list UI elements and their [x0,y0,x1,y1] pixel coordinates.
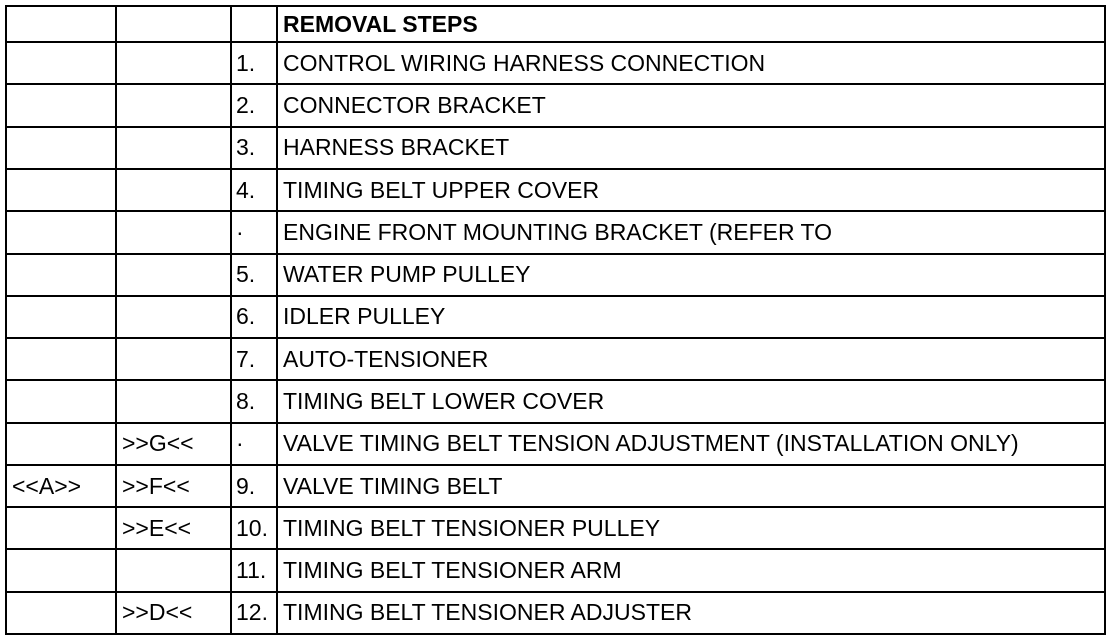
step-number-cell: 5. [231,254,277,296]
step-number-cell: 3. [231,127,277,169]
installation-code-cell [116,380,231,422]
table-header-row [6,6,1105,42]
step-description-cell: VALVE TIMING BELT [277,465,1105,507]
table-row [6,127,1105,169]
step-description-cell: TIMING BELT TENSIONER ARM [277,549,1105,591]
table-row [6,549,1105,591]
installation-code-cell [116,84,231,126]
header-cell-2 [116,6,231,42]
step-number-cell: · [231,423,277,465]
installation-code-cell [116,169,231,211]
step-description-cell: TIMING BELT UPPER COVER [277,169,1105,211]
header-cell-3 [231,6,277,42]
table-row [6,169,1105,211]
step-description-cell: TIMING BELT TENSIONER PULLEY [277,507,1105,549]
step-description-cell: WATER PUMP PULLEY [277,254,1105,296]
step-description-cell: TIMING BELT TENSIONER ADJUSTER [277,592,1105,634]
reference-code-cell [6,169,116,211]
step-number-cell: 2. [231,84,277,126]
table-body [6,6,1105,634]
step-number-cell: 4. [231,169,277,211]
table-row [6,380,1105,422]
step-number-cell: 6. [231,296,277,338]
table-row [6,465,1105,507]
table-row [6,592,1105,634]
reference-code-cell [6,338,116,380]
step-number-cell: · [231,211,277,253]
step-description-cell: CONNECTOR BRACKET [277,84,1105,126]
table-row [6,296,1105,338]
reference-code-cell [6,254,116,296]
installation-code-cell: >>E<< [116,507,231,549]
reference-code-cell [6,423,116,465]
installation-code-cell [116,254,231,296]
table-row [6,338,1105,380]
reference-code-cell [6,549,116,591]
step-description-cell: ENGINE FRONT MOUNTING BRACKET (REFER TO [277,211,1105,253]
reference-code-cell [6,211,116,253]
installation-code-cell [116,296,231,338]
table-row [6,507,1105,549]
step-number-cell: 10. [231,507,277,549]
installation-code-cell [116,211,231,253]
step-number-cell: 8. [231,380,277,422]
removal-steps-table [5,5,1106,635]
reference-code-cell [6,592,116,634]
reference-code-cell [6,380,116,422]
step-description-cell: CONTROL WIRING HARNESS CONNECTION [277,42,1105,84]
installation-code-cell: >>F<< [116,465,231,507]
installation-code-cell [116,338,231,380]
step-number-cell: 11. [231,549,277,591]
step-number-cell: 9. [231,465,277,507]
step-description-cell: VALVE TIMING BELT TENSION ADJUSTMENT (INSTALLATION ONLY) [277,423,1105,465]
step-number-cell: 12. [231,592,277,634]
table-row [6,42,1105,84]
reference-code-cell: <<A>> [6,465,116,507]
installation-code-cell [116,549,231,591]
reference-code-cell [6,42,116,84]
step-number-cell: 7. [231,338,277,380]
step-description-cell: TIMING BELT LOWER COVER [277,380,1105,422]
table-row [6,254,1105,296]
reference-code-cell [6,84,116,126]
installation-code-cell: >>D<< [116,592,231,634]
installation-code-cell: >>G<< [116,423,231,465]
table-row [6,423,1105,465]
step-description-cell: HARNESS BRACKET [277,127,1105,169]
reference-code-cell [6,296,116,338]
step-number-cell: 1. [231,42,277,84]
step-description-cell: AUTO-TENSIONER [277,338,1105,380]
header-cell-1 [6,6,116,42]
table-row [6,211,1105,253]
installation-code-cell [116,127,231,169]
installation-code-cell [116,42,231,84]
table-row [6,84,1105,126]
removal-steps-heading: REMOVAL STEPS [277,6,1105,42]
reference-code-cell [6,127,116,169]
step-description-cell: IDLER PULLEY [277,296,1105,338]
reference-code-cell [6,507,116,549]
